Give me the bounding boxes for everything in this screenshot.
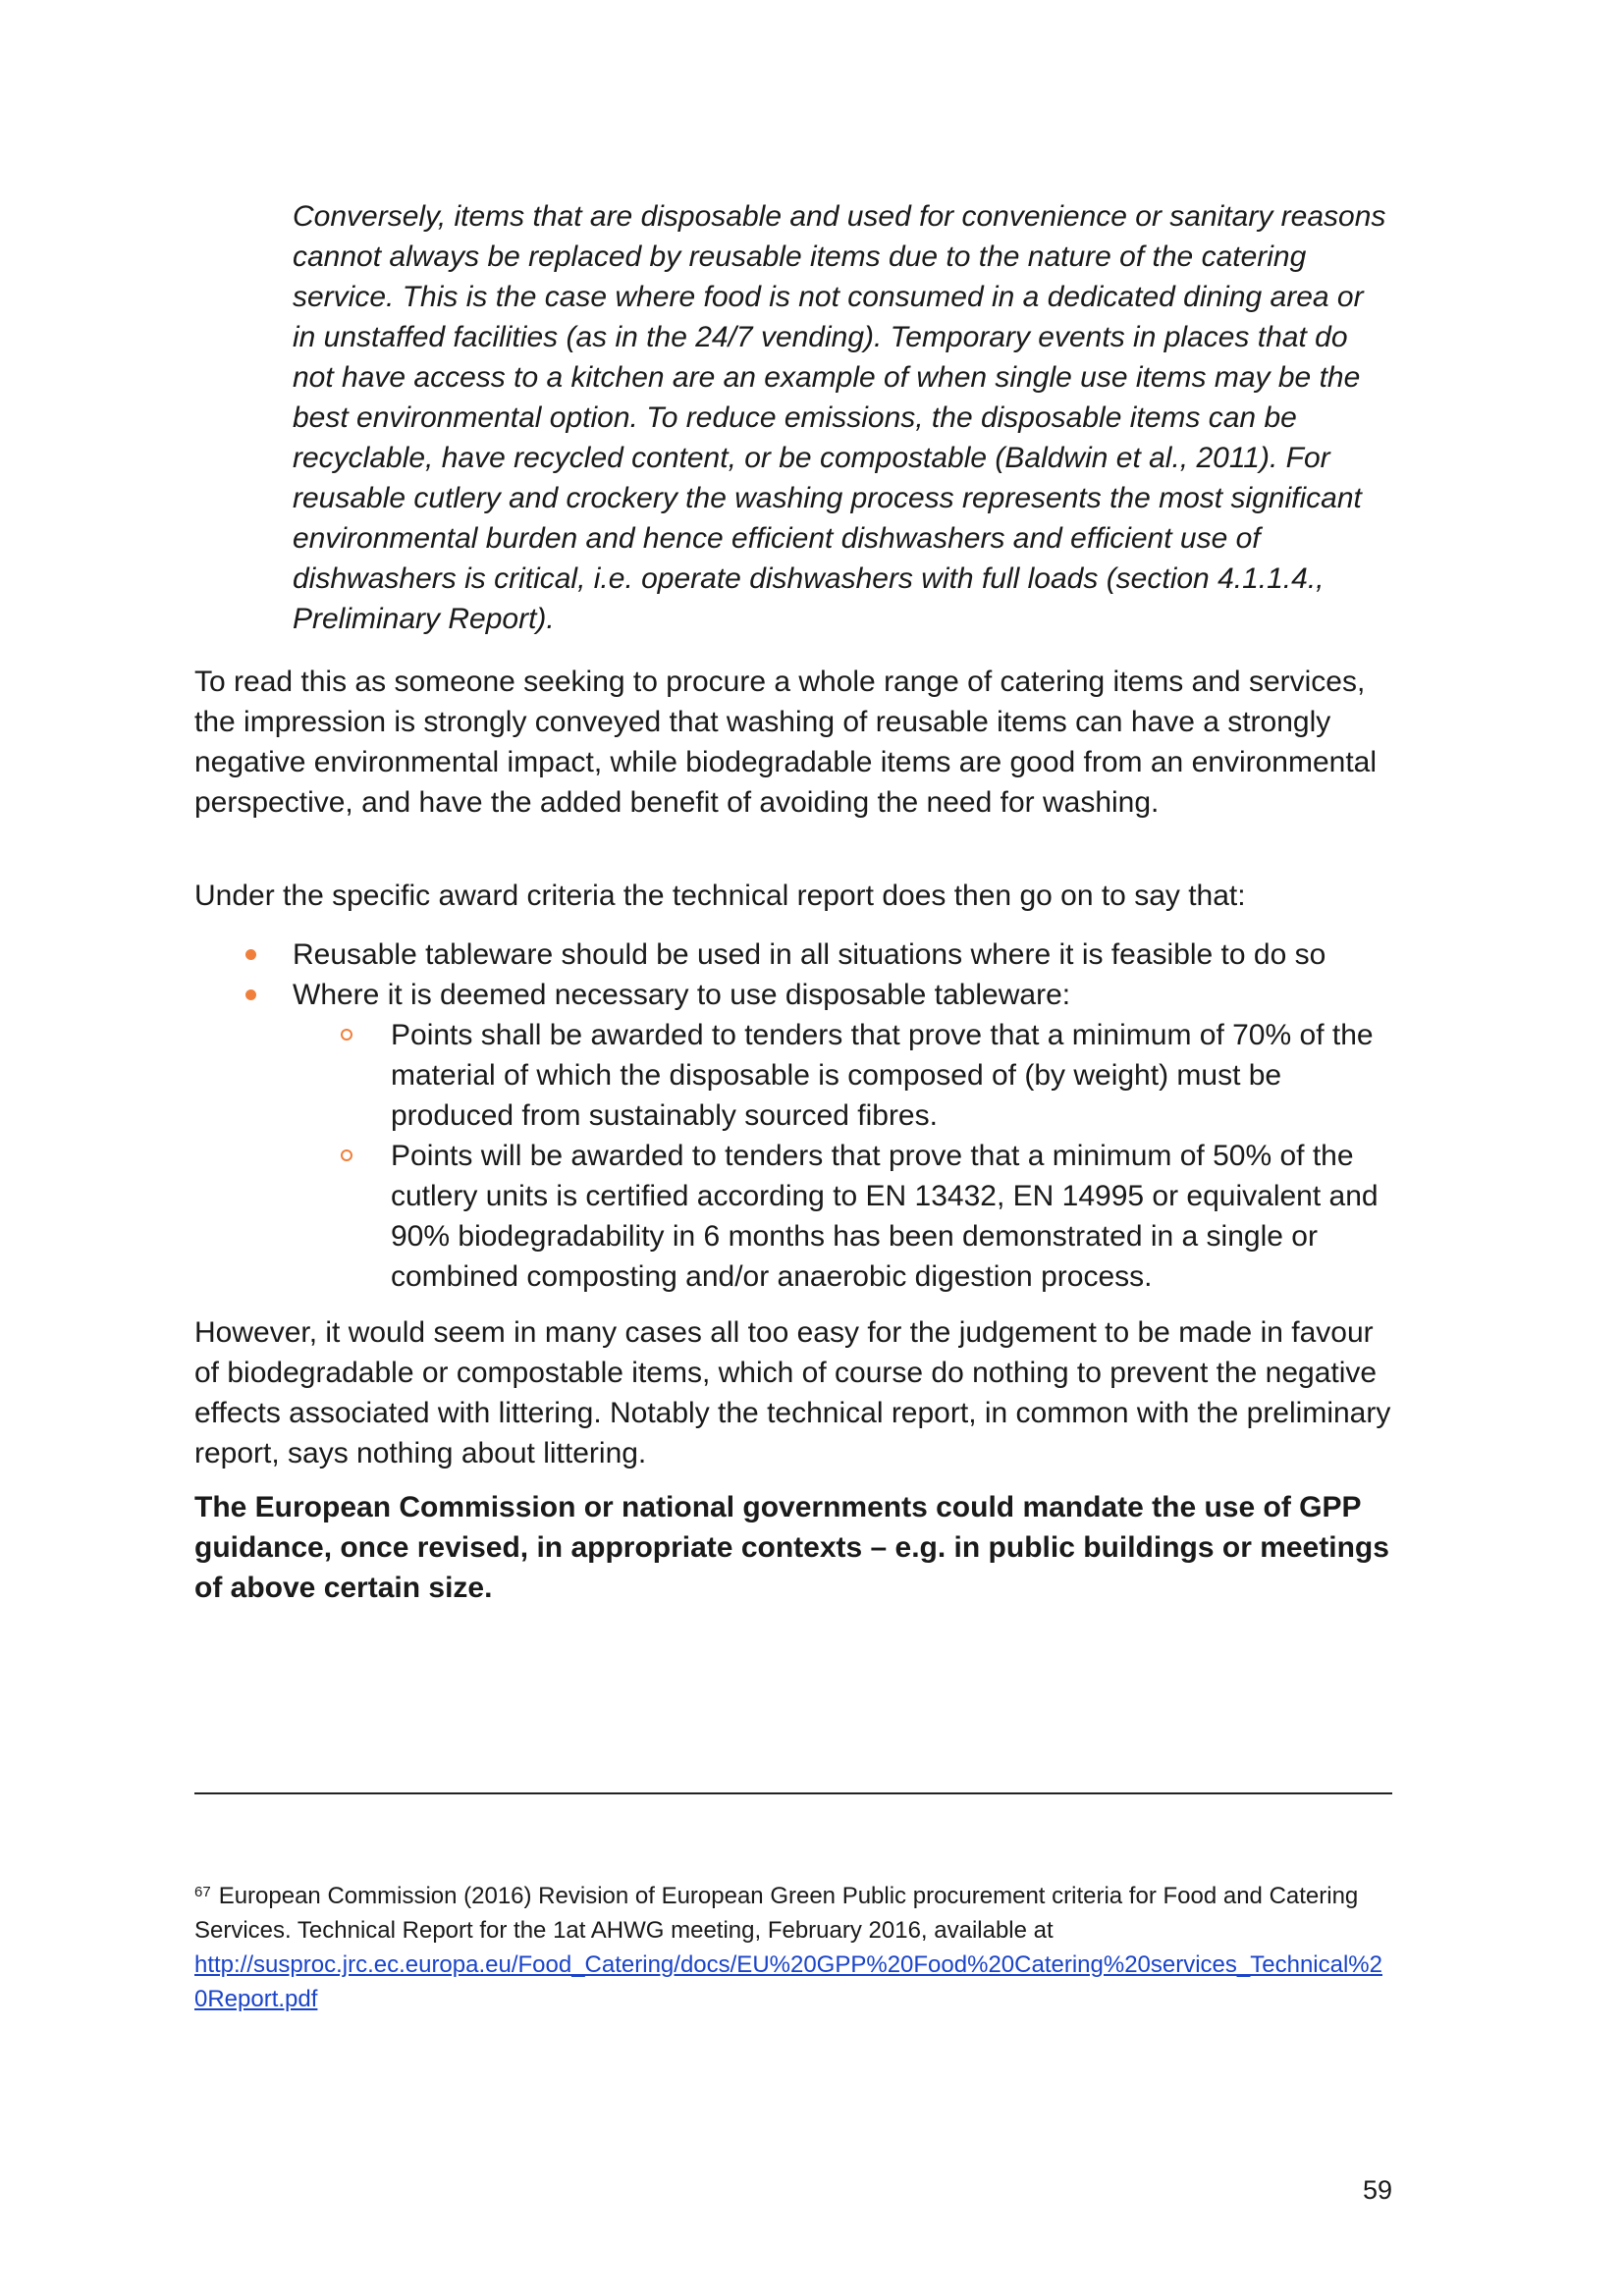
sub-list-item-text: Points shall be awarded to tenders that prove that a minimum of 70% of the material of which the disposable is composed of (by weight) must be produced from sustainably sourced fibres. (391, 1019, 1374, 1132)
footnote-divider (194, 1792, 1392, 1794)
italic-quote-paragraph: Conversely, items that are disposable and used for convenience or sanitary reasons cannot always be replaced by reusable items due to the nature of the catering service. This is the case where food is not consumed in a dedicated dining area or in unstaffed facilities (as in the 24/7 vending). Temporary events in places that do not have access to a kitchen are an example of when single use items may be the best environmental option. To reduce emissions, the disposable items can be recyclable, have recycled content, or be compostable (Baldwin et al., 2011). For reusable cutlery and crockery the washing process represents the most significant environmental burden and hence efficient dishwashers and efficient use of dishwashers is critical, i.e. operate dishwashers with full loads (section 4.1.1.4., Preliminary Report). (293, 200, 1386, 635)
list-item-text: Reusable tableware should be used in all situations where it is feasible to do so (293, 938, 1326, 971)
circle-bullet-icon (341, 1149, 352, 1161)
body-paragraph-1: To read this as someone seeking to procure a whole range of catering items and services, the impression is strongly conveyed that washing of reusable items can have a strongly negative environmental impact, while biodegradable items are good from an environmental perspective, and have the added benefit of avoiding the need for washing. (194, 666, 1378, 819)
award-criteria-list (194, 934, 1392, 1297)
footnote-number: 67 (194, 1884, 211, 1900)
bullet-dot-icon (245, 989, 256, 1000)
sub-list-item (293, 1015, 1392, 1136)
footnote-text: European Commission (2016) Revision of European Green Public procurement criteria for Food and Catering Services. Technical Report for the 1at AHWG meeting, February 2016, available at (194, 1883, 1359, 1944)
sub-list-item-text: Points will be awarded to tenders that prove that a minimum of 50% of the cutlery units is certified according to EN 13432, EN 14995 or equivalent and 90% biodegradability in 6 months has been demonstrated in a single or combined composting and/or anaerobic digestion process. (391, 1140, 1379, 1293)
footnote (194, 1879, 1392, 2016)
list-item-text: Where it is deemed necessary to use disposable tableware: (293, 979, 1071, 1011)
bullet-dot-icon (245, 949, 256, 960)
circle-bullet-icon (341, 1029, 352, 1041)
sub-list-item (293, 1136, 1392, 1297)
page-number: 59 (1362, 2175, 1392, 2205)
list-item (194, 934, 1392, 975)
bold-recommendation-paragraph: The European Commission or national governments could mandate the use of GPP guidance, once revised, in appropriate contexts – e.g. in public buildings or meetings of above certain size. (194, 1491, 1389, 1604)
list-item (194, 975, 1392, 1297)
body-paragraph-3: However, it would seem in many cases all too easy for the judgement to be made in favour of biodegradable or compostable items, which of course do nothing to prevent the negative effects associated with littering. Notably the technical report, in common with the preliminary report, says nothing about littering. (194, 1316, 1391, 1469)
sub-list (293, 1015, 1392, 1297)
body-paragraph-2: Under the specific award criteria the technical report does then go on to say that: (194, 880, 1246, 912)
footnote-link[interactable]: http://susproc.jrc.ec.europa.eu/Food_Catering/docs/EU%20GPP%20Food%20Catering%20services_Technical%20Report.pdf (194, 1951, 1382, 2012)
